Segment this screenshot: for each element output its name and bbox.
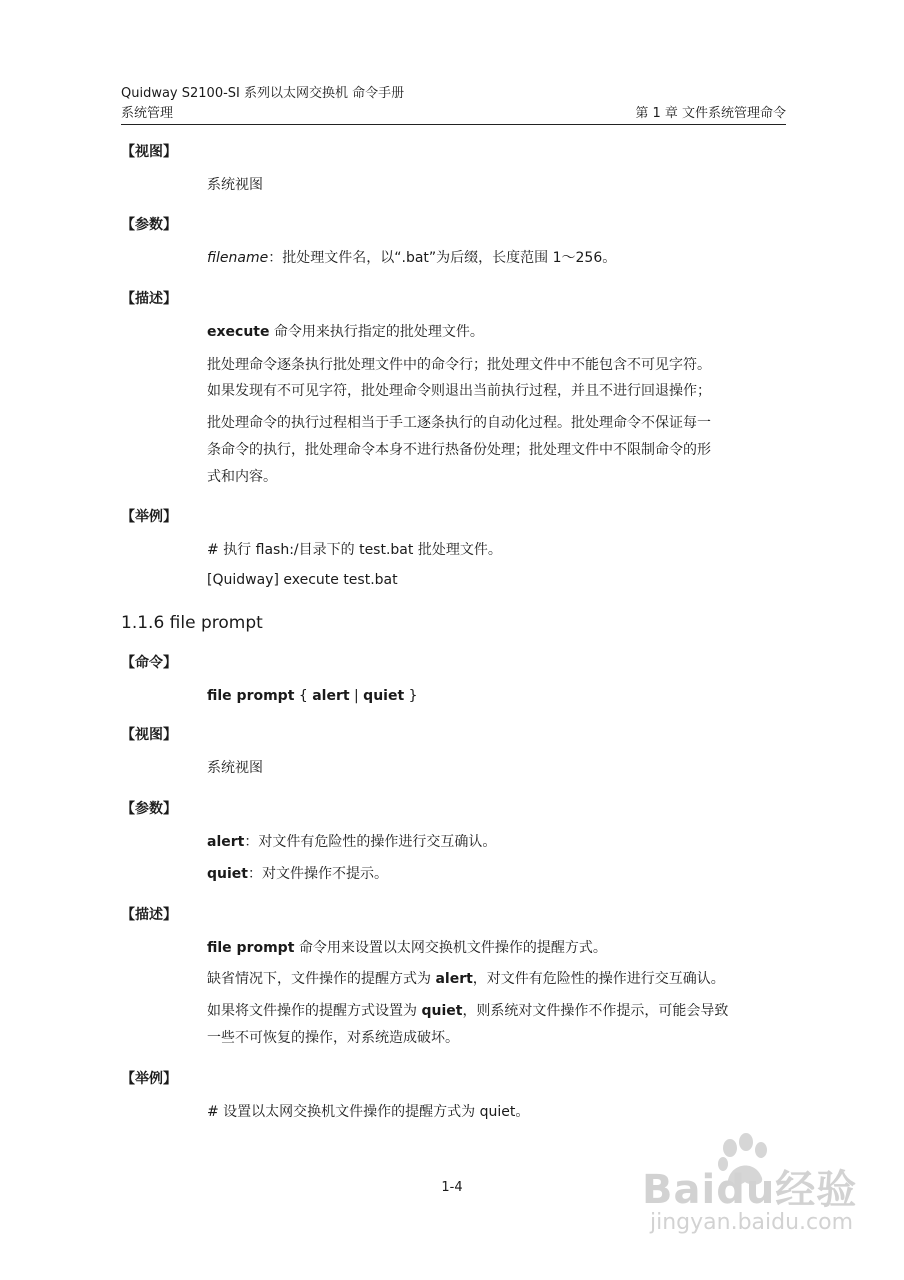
file-prompt-syntax: [207, 683, 787, 710]
execute-example-code: [Quidway] execute test.bat: [207, 572, 398, 588]
execute-desc3-line2: 条命令的执行，批处理命令本身不进行热备份处理；批处理文件中不限制命令的形: [207, 442, 711, 458]
param-alert-line: [207, 829, 787, 856]
execute-view-text: 系统视图: [207, 177, 263, 193]
file-prompt-example-comment: # 设置以太网交换机文件操作的提醒方式为 quiet。: [207, 1104, 530, 1120]
execute-cmd: execute: [207, 324, 270, 340]
section-label-desc-2: 【描述】: [121, 907, 177, 923]
param-alert-desc: ：对文件有危险性的操作进行交互确认。: [244, 834, 497, 850]
file-prompt-heading: 1.1.6 file prompt: [121, 613, 263, 633]
file-prompt-cmd: file prompt: [207, 940, 295, 956]
page-number: 1-4: [441, 1180, 463, 1195]
param-quiet-desc: ：对文件操作不提示。: [247, 866, 388, 882]
section-label-view-2: 【视图】: [121, 727, 177, 743]
syntax-open: {: [294, 688, 313, 704]
section-label-example: 【举例】: [121, 509, 177, 525]
execute-desc1: [207, 319, 787, 346]
file-prompt-desc3-line2: 一些不可恢复的操作，对系统造成破坏。: [207, 1030, 459, 1046]
watermark-url: jingyan.baidu.com: [650, 1210, 854, 1235]
syntax-close: }: [404, 688, 418, 704]
syntax-cmd: file prompt: [207, 688, 295, 704]
param-quiet: quiet: [207, 866, 248, 882]
baidu-watermark: [636, 1140, 866, 1250]
execute-example-comment: # 执行 flash:/目录下的 test.bat 批处理文件。: [207, 542, 502, 558]
file-prompt-desc1-text: 命令用来设置以太网交换机文件操作的提醒方式。: [294, 940, 607, 956]
file-prompt-view-text: 系统视图: [207, 760, 263, 776]
param-alert: alert: [207, 834, 245, 850]
file-prompt-desc2: [207, 966, 787, 993]
header-section: 系统管理: [121, 106, 174, 121]
execute-desc3-line3: 式和内容。: [207, 469, 277, 485]
section-label-params: 【参数】: [121, 217, 177, 233]
file-prompt-desc3: [207, 998, 787, 1025]
desc2-pre: 缺省情况下，文件操作的提醒方式为: [207, 971, 436, 987]
param-filename-desc: ：批处理文件名，以“.bat”为后缀，长度范围 1～256。: [268, 250, 617, 266]
desc3-kw: quiet: [421, 1003, 463, 1019]
section-label-params-2: 【参数】: [121, 801, 177, 817]
section-label-view: 【视图】: [121, 144, 177, 160]
desc2-kw: alert: [435, 971, 473, 987]
syntax-alert: alert: [312, 688, 350, 704]
execute-desc3-line1: 批处理命令的执行过程相当于手工逐条执行的自动化过程。批处理命令不保证每一: [207, 415, 711, 431]
watermark-logo: Baidu经验: [642, 1167, 858, 1213]
section-label-command: 【命令】: [121, 655, 177, 671]
section-label-example-2: 【举例】: [121, 1071, 177, 1087]
desc3-post: ，则系统对文件操作不作提示，可能会导致: [462, 1003, 729, 1019]
section-label-desc: 【描述】: [121, 291, 177, 307]
header-rule: [121, 124, 786, 125]
file-prompt-desc1: [207, 935, 787, 962]
syntax-quiet: quiet: [363, 688, 405, 704]
header-title: Quidway S2100-SI 系列以太网交换机 命令手册: [121, 86, 405, 101]
param-filename: filename: [207, 250, 269, 266]
desc2-post: ，对文件有危险性的操作进行交互确认。: [472, 971, 725, 987]
execute-desc2-line2: 如果发现有不可见字符，批处理命令则退出当前执行过程，并且不进行回退操作；: [207, 383, 711, 399]
desc3-pre: 如果将文件操作的提醒方式设置为: [207, 1003, 422, 1019]
header-chapter: 第 1 章 文件系统管理命令: [635, 106, 786, 121]
execute-desc1-text: 命令用来执行指定的批处理文件。: [269, 324, 484, 340]
syntax-sep: |: [349, 688, 364, 704]
execute-desc2-line1: 批处理命令逐条执行批处理文件中的命令行；批处理文件中不能包含不可见字符。: [207, 357, 711, 373]
param-quiet-line: [207, 861, 787, 888]
execute-param: [207, 245, 787, 272]
